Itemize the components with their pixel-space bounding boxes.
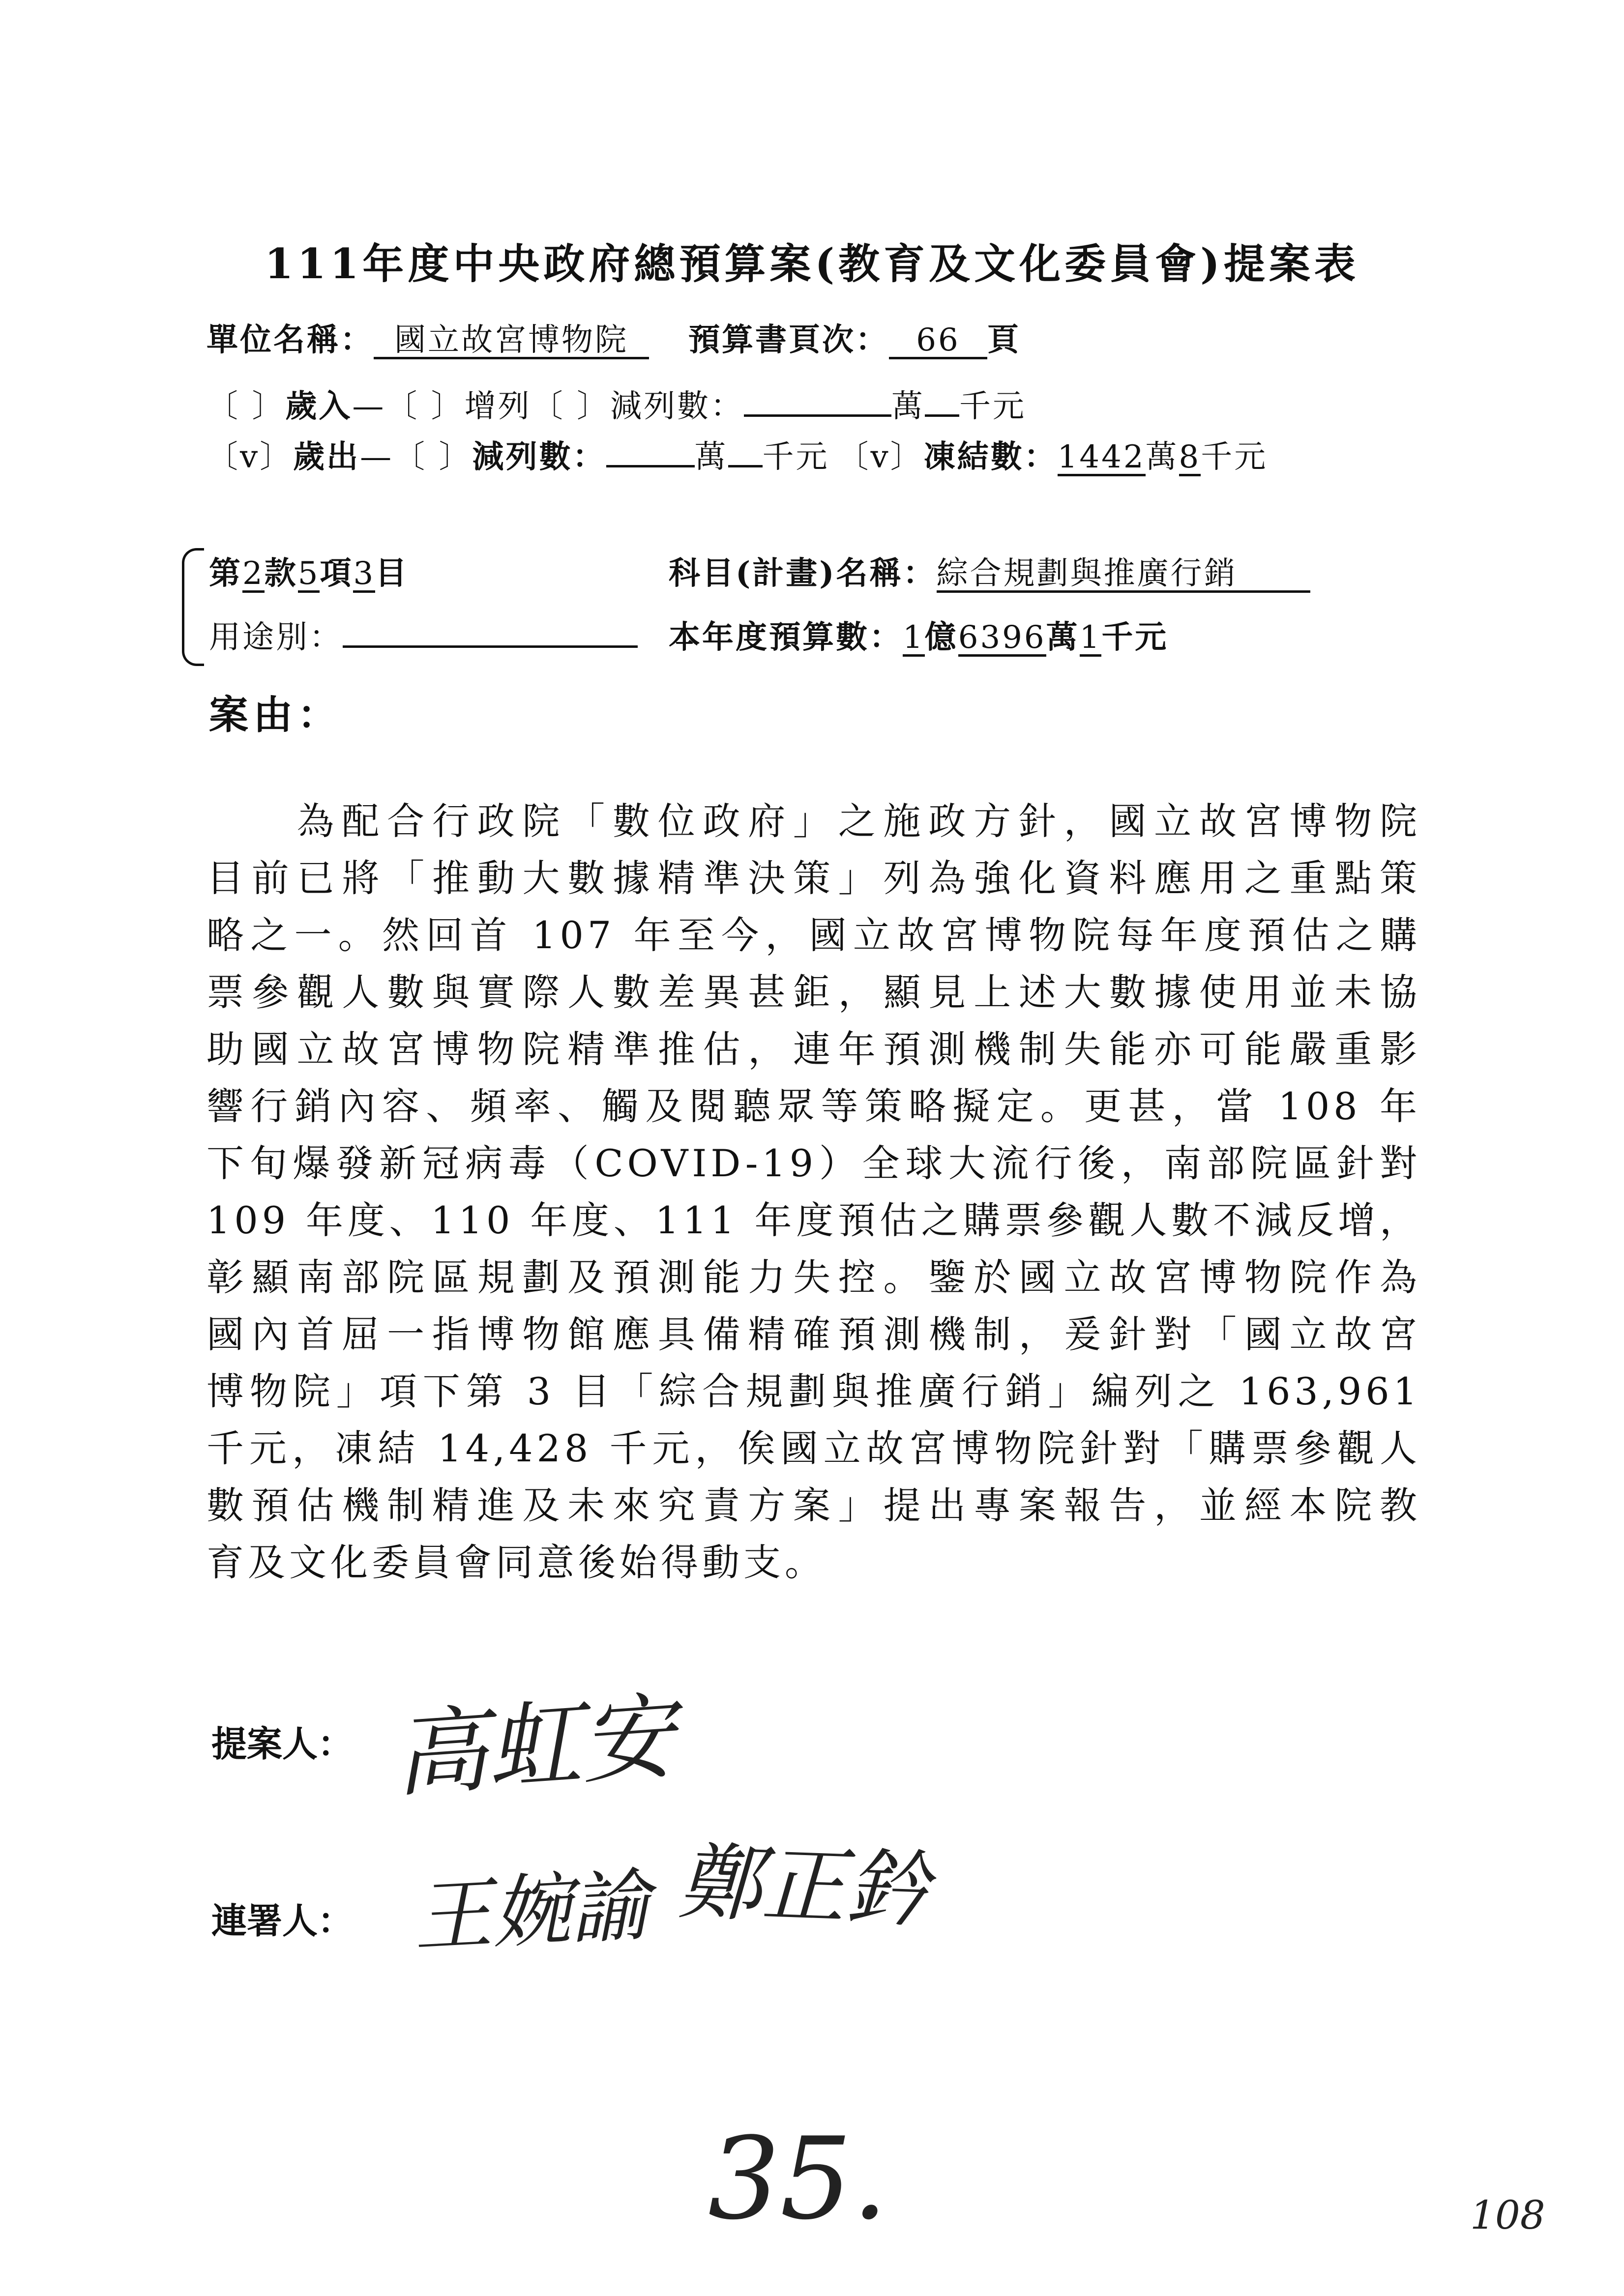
item-bracket: [182, 548, 204, 666]
cosigner-signature: 鄭正鈐: [677, 1833, 931, 1940]
body-line: 博物院」項下第 3 目「綜合規劃與推廣行銷」編列之 163,961: [207, 1369, 1421, 1413]
page-label: 預算書頁次：: [688, 321, 889, 358]
subject-label: 科目(計畫)名稱：: [669, 555, 937, 592]
revenue-label: 歲入: [285, 388, 353, 425]
budget-label: 本年度預算數：: [669, 619, 903, 656]
freeze-label: 凍結數：: [923, 438, 1058, 475]
qian-unit: 千元: [1101, 619, 1169, 656]
body-line: 彰顯南部院區規劃及預測能力失控。鑒於國立故宮博物院作為: [207, 1255, 1421, 1299]
body-line: 助國立故宮博物院精準推估，連年預測機制失能亦可能嚴重影: [207, 1027, 1421, 1071]
xiang-value: 5: [298, 557, 320, 593]
freeze-qian-value: 8: [1179, 441, 1201, 476]
page-suffix: 頁: [987, 321, 1021, 358]
yi-value: 1: [903, 621, 925, 657]
exp-wan-blank[interactable]: [606, 465, 695, 467]
body-line: 育及文化委員會同意後始得動支。: [207, 1540, 826, 1584]
xiang-unit: 項: [320, 555, 354, 592]
dash: —: [360, 439, 394, 475]
revenue-row: [207, 381, 1026, 426]
kuan-value: 2: [242, 557, 265, 593]
exp-decrease-label: 減列數：: [472, 438, 606, 475]
proposer-label: 提案人：: [211, 1723, 354, 1765]
budget-row: [669, 612, 1168, 657]
unit-label: 單位名稱：: [207, 321, 374, 358]
increase-checkbox[interactable]: 〔 〕: [385, 388, 465, 425]
usage-label: 用途別：: [209, 619, 343, 656]
unit-row: [207, 315, 1021, 360]
expenditure-row: [207, 432, 1268, 477]
exp-qian-blank[interactable]: [728, 465, 763, 467]
page-number: 108: [1470, 2192, 1545, 2238]
wan-unit: 萬: [1145, 439, 1179, 475]
usage-row: [209, 612, 638, 657]
freeze-wan-value: 1442: [1058, 441, 1146, 476]
wan-unit: 萬: [1046, 619, 1080, 656]
wan-unit: 萬: [891, 388, 925, 425]
revenue-wan-blank[interactable]: [744, 414, 891, 417]
dash: —: [352, 388, 386, 425]
expenditure-checkbox[interactable]: 〔v〕: [207, 439, 294, 475]
body-line: 109 年度、110 年度、111 年度預估之購票參觀人數不減反增，: [207, 1198, 1421, 1242]
unit-value: 國立故宮博物院: [374, 324, 649, 359]
body-line: 為配合行政院「數位政府」之施政方針，國立故宮博物院: [207, 799, 1421, 843]
body-line: 票參觀人數與實際人數差異甚鉅，顯見上述大數據使用並未協: [207, 970, 1421, 1014]
item-row: [209, 548, 409, 593]
subject-row: [669, 548, 1310, 593]
qian-unit: 千元: [1201, 439, 1268, 475]
mu-unit: 目: [375, 555, 409, 592]
usage-blank[interactable]: [343, 645, 638, 648]
qian-unit: 千元: [762, 439, 829, 475]
wan-unit: 萬: [694, 439, 728, 475]
increase-label: 增列: [464, 388, 531, 425]
form-title: 111年度中央政府總預算案(教育及文化委員會)提案表: [265, 239, 1359, 288]
page-value: 66: [889, 324, 987, 359]
body-line: 目前已將「推動大數據精準決策」列為強化資料應用之重點策: [207, 856, 1421, 900]
wan-value: 6396: [958, 621, 1046, 657]
exp-decrease-checkbox[interactable]: 〔 〕: [393, 439, 472, 475]
qian-unit: 千元: [959, 388, 1027, 425]
revenue-qian-blank[interactable]: [925, 414, 959, 417]
body-line: 千元，凍結 14,428 千元，俟國立故宮博物院針對「購票參觀人: [207, 1426, 1421, 1470]
body-line: 國內首屈一指博物館應具備精確預測機制，爰針對「國立故宮: [207, 1312, 1421, 1356]
body-line: 數預估機制精進及未來究責方案」提出專案報告，並經本院教: [207, 1483, 1421, 1527]
proposer-signature: 高虹安: [390, 1682, 678, 1810]
revenue-checkbox[interactable]: 〔 〕: [207, 388, 286, 425]
kuan-unit: 款: [264, 555, 298, 592]
subject-value: 綜合規劃與推廣行銷: [937, 557, 1310, 593]
expenditure-label: 歲出: [293, 438, 360, 475]
cosigners-label: 連署人：: [211, 1900, 354, 1942]
body-line: 響行銷內容、頻率、觸及閱聽眾等策略擬定。更甚，當 108 年: [207, 1084, 1421, 1128]
freeze-checkbox[interactable]: 〔v〕: [837, 439, 924, 475]
mu-value: 3: [353, 557, 375, 593]
reason-label: 案由：: [209, 692, 342, 738]
cosigner-signature: 王婉諭: [411, 1859, 652, 1964]
decrease-checkbox[interactable]: 〔 〕: [531, 388, 611, 425]
body-line: 下旬爆發新冠病毒（COVID-19）全球大流行後，南部院區針對: [207, 1141, 1421, 1185]
body-line: 略之一。然回首 107 年至今，國立故宮博物院每年度預估之購: [207, 913, 1421, 957]
handwritten-number: 35.: [708, 2114, 888, 2245]
yi-unit: 億: [924, 619, 958, 656]
qian-value: 1: [1080, 621, 1102, 657]
di-label: 第: [209, 555, 242, 592]
decrease-label: 減列數：: [610, 388, 744, 425]
